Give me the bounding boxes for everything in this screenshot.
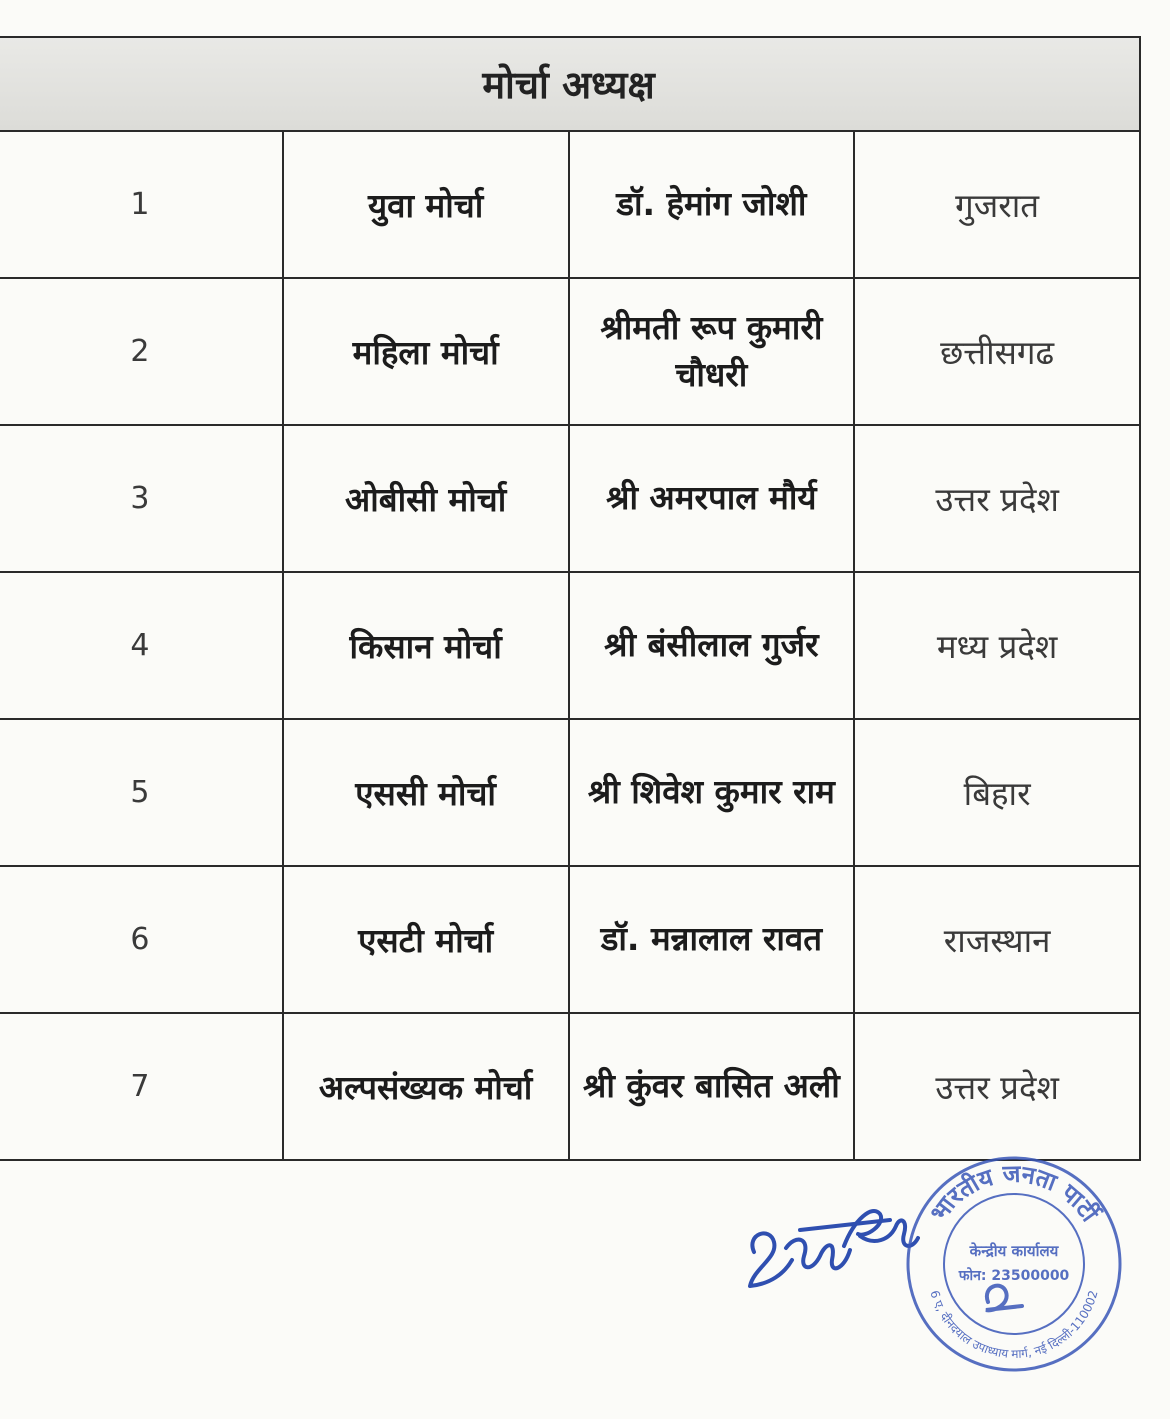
morcha-presidents-table xyxy=(0,36,1141,1161)
morcha-name: किसान मोर्चा xyxy=(283,572,569,719)
president-name: श्री बंसीलाल गुर्जर xyxy=(569,572,855,719)
row-number: 1 xyxy=(0,131,283,278)
office-seal-icon xyxy=(902,1152,1126,1376)
state-name: गुजरात xyxy=(854,131,1140,278)
president-name: डॉ. मन्नालाल रावत xyxy=(569,866,855,1013)
state-name: राजस्थान xyxy=(854,866,1140,1013)
morcha-name: अल्पसंख्यक मोर्चा xyxy=(283,1013,569,1160)
president-name: श्री शिवेश कुमार राम xyxy=(569,719,855,866)
table-row xyxy=(0,866,1140,1013)
seal-line-phone: फोन: 23500000 xyxy=(958,1268,1070,1284)
signature-icon xyxy=(740,1190,920,1300)
row-number: 5 xyxy=(0,719,283,866)
morcha-name: महिला मोर्चा xyxy=(283,278,569,425)
row-number: 4 xyxy=(0,572,283,719)
state-name: उत्तर प्रदेश xyxy=(854,1013,1140,1160)
morcha-name: एससी मोर्चा xyxy=(283,719,569,866)
row-number: 6 xyxy=(0,866,283,1013)
table-row xyxy=(0,1013,1140,1160)
table-row xyxy=(0,131,1140,278)
president-name: श्री अमरपाल मौर्य xyxy=(569,425,855,572)
seal-line-office: केन्द्रीय कार्यालय xyxy=(969,1242,1059,1260)
row-number: 2 xyxy=(0,278,283,425)
row-number: 7 xyxy=(0,1013,283,1160)
morcha-name: ओबीसी मोर्चा xyxy=(283,425,569,572)
state-name: उत्तर प्रदेश xyxy=(854,425,1140,572)
state-name: मध्य प्रदेश xyxy=(854,572,1140,719)
president-name: श्रीमती रूप कुमारी चौधरी xyxy=(569,278,855,425)
signature-strokes xyxy=(750,1211,918,1286)
table-row xyxy=(0,719,1140,866)
seal-ring-text: भारतीय जनता पार्टी xyxy=(924,1159,1104,1227)
morcha-name: एसटी मोर्चा xyxy=(283,866,569,1013)
seal-address: 6 ए, दीनदयाल उपाध्याय मार्ग, नई दिल्ली-110002 xyxy=(927,1288,1101,1362)
table-row xyxy=(0,425,1140,572)
state-name: बिहार xyxy=(854,719,1140,866)
state-name: छत्तीसगढ xyxy=(854,278,1140,425)
table-row xyxy=(0,572,1140,719)
row-number: 3 xyxy=(0,425,283,572)
president-name: श्री कुंवर बासित अली xyxy=(569,1013,855,1160)
table-row xyxy=(0,278,1140,425)
table-heading: मोर्चा अध्यक्ष xyxy=(0,37,1140,131)
president-name: डॉ. हेमांग जोशी xyxy=(569,131,855,278)
morcha-name: युवा मोर्चा xyxy=(283,131,569,278)
